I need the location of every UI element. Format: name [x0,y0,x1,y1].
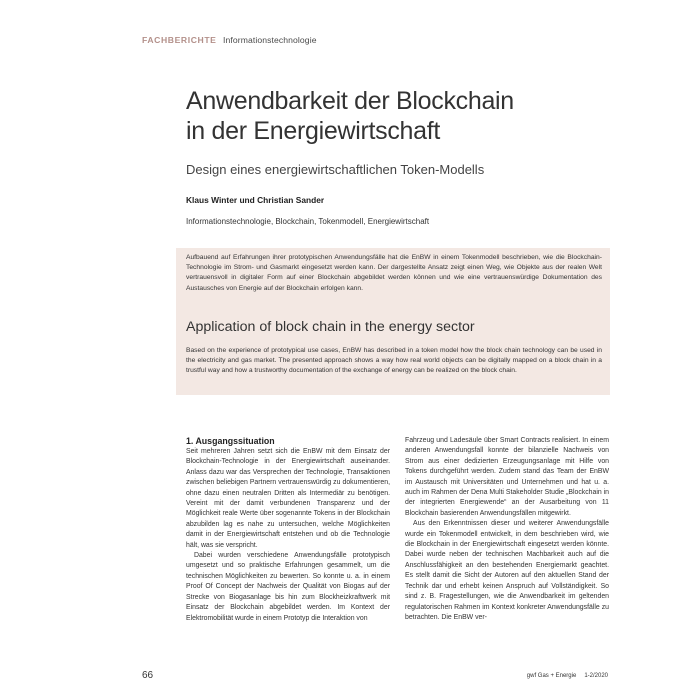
title-line-1: Anwendbarkeit der Blockchain [186,87,514,115]
body-paragraph: Aus den Erkenntnissen dieser und weiterer Anwendungsfälle wurde ein Tokenmodell entwickelt, in dem beschrieben wird, wie die Blockchain in der Energiewirtschaft eingesetzt werden könnte. Dabei wurde neben der technischen Machbarkeit auch auf die Anschlussfähigkeit an den bestehenden Energiemarkt geachtet. Es stellt damit die Sicht der Autoren auf den aktuellen Stand der Technik dar und erhebt keinen Anspruch auf Vollständigkeit. So sind z. B. Fragestellungen, wie die Anwendbarkeit im geltenden regulatorischen Rahmen im Kontext konkreter Anwendungsfälle zu betrachten. Die EnBW ver- [405,520,609,621]
section-heading: 1. Ausgangssituation [186,436,275,446]
section-label: FACHBERICHTE [142,35,217,45]
abstract-english: Based on the experience of prototypical use cases, EnBW has described in a token model how the block chain technology can be used in the electricity and gas market. The presented approach shows a way how real world objects can be digitally mapped on a block chain in a trustful way and how a trustworthy documentation of the exchange of energy can be realized on the block chain. [186,347,602,375]
journal-footer [527,673,608,679]
body-paragraph: Fahrzeug und Ladesäule über Smart Contracts realisiert. In einem anderen Anwendungsfall konnte der bilanzielle Nachweis von Strom aus einer dedizierten Erzeugungsanlage mit Hilfe von Tokens durchgeführt werden. Zudem stand das Team der EnBW im Austausch mit Universitäten und Unternehmen und hat u. a. auch im Rahmen der Dena Multi Stakeholder Studie „Blockchain in der integrierten Energiewende“ an der Ausarbeitung von 11 Blockchain basierenden Anwendungsfällen mitgewirkt. [405,437,609,517]
authors: Klaus Winter und Christian Sander [186,195,325,205]
keywords: Informationstechnologie, Blockchain, Tokenmodell, Energiewirtschaft [186,217,430,226]
abstract-german: Aufbauend auf Erfahrungen ihrer prototypischen Anwendungsfälle hat die EnBW in einem Tokenmodell beschrieben, wie die Blockchain-Technologie im Strom- und Gasmarkt eingesetzt werden kann. Der dargestellte Ansatz zeigt einen Weg, wie Objekte aus der realen Welt vertrauensvoll in digitaler Form auf einer Blockchain abgebildet werden können und wie eine vertrauenswürdige Dokumentation des Austausches von Energie auf der Blockchain erfolgen kann. [186,254,602,292]
body-paragraph: Dabei wurden verschiedene Anwendungsfälle prototypisch umgesetzt und so praktische Erfahrungen gesammelt, um die technischen Möglichkeiten zu bewerten. So konnte u. a. in einem Proof Of Concept der Nachweis der Qualität von Biogas auf der Strecke von Biogasanlage bis hin zum Blockheizkraftwerk mit Einsatz der Blockchain abgebildet werden. Im Kontext der Elektromobilität wurde in einem Prototyp die Interaktion von [186,552,390,622]
article-subtitle: Design eines energiewirtschaftlichen Token-Modells [186,162,485,177]
running-header [142,35,317,45]
journal-issue: 1-2/2020 [584,673,608,679]
topic-label: Informationstechnologie [223,35,317,45]
body-paragraph: Seit mehreren Jahren setzt sich die EnBW mit dem Einsatz der Blockchain-Technologie in der Energiewirtschaft auseinander. Anlass dazu war das Versprechen der Technologie, Transaktionen zwischen beliebigen Partnern vertrauenswürdig zu dokumentieren, ohne dazu einen neutralen Dritten als Intermediär zu benötigen. Vereint mit der damit verbundenen Transparenz und der Möglichkeit reale Werte über sogenannte Tokens in der Blockchain abzubilden lag es nahe zu untersuchen, welche Möglichkeiten damit in der Energiewirtschaft entstehen und ob die Technologie hält, was sie verspricht. [186,448,390,549]
title-line-2: in der Energiewirtschaft [186,117,441,145]
article-title [186,86,606,146]
body-column-left [186,436,390,624]
body-column-right [405,436,609,623]
journal-name: gwf Gas + Energie [526,673,577,679]
english-title: Application of block chain in the energy sector [186,319,475,335]
page-number: 66 [142,670,154,681]
